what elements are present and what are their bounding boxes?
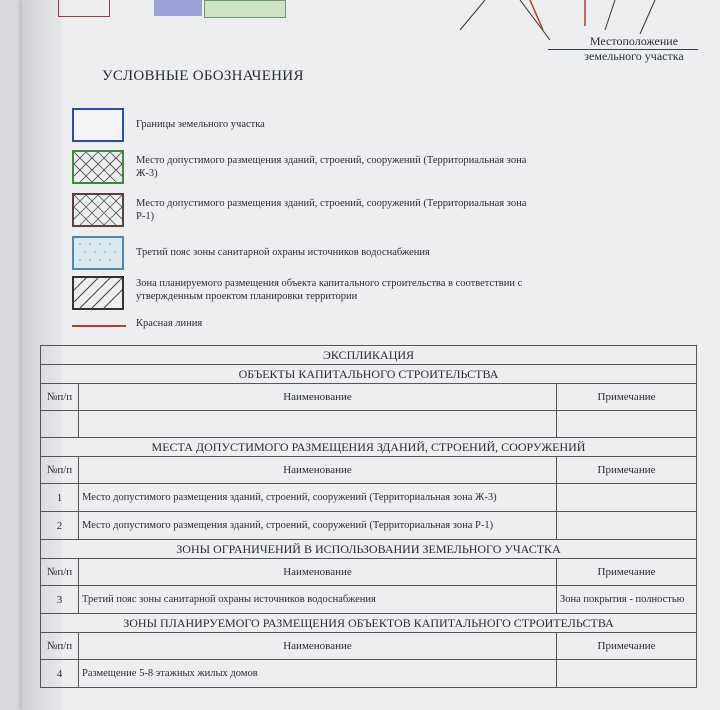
legend-text: Место допустимого размещения зданий, строений, сооружений (Территориальная зона Р-1) (136, 198, 527, 222)
row-num: 2 (41, 512, 79, 540)
section-title: ОБЪЕКТЫ КАПИТАЛЬНОГО СТРОИТЕЛЬСТВА (41, 365, 697, 384)
legend-text: Третий пояс зоны санитарной охраны источников водоснабжения (136, 247, 430, 258)
col-name-header: Наименование (79, 559, 557, 586)
col-name-header: Наименование (79, 633, 557, 660)
blue-dotted-swatch-icon (72, 236, 124, 270)
table-cell (79, 411, 557, 438)
table-row (41, 586, 697, 614)
brown-crosshatch-swatch-icon (72, 193, 124, 227)
map-fragment (58, 0, 298, 18)
row-note (557, 512, 697, 540)
col-note-header: Примечание (557, 457, 697, 484)
row-name: Размещение 5-8 этажных жилых домов (79, 660, 557, 688)
table-cell (557, 411, 697, 438)
col-note-header: Примечание (557, 384, 697, 411)
row-note: Зона покрытия - полностью (557, 586, 697, 614)
diagonal-hatch-swatch-icon (72, 276, 124, 310)
red-line-swatch-icon (72, 325, 126, 327)
map-block (154, 0, 202, 16)
table-cell (41, 411, 79, 438)
legend-text: Место допустимого размещения зданий, строений, сооружений (Территориальная зона Ж-3) (136, 155, 527, 179)
col-name-header: Наименование (79, 457, 557, 484)
row-note (557, 660, 697, 688)
map-block (204, 0, 286, 18)
map-block (58, 0, 110, 17)
col-num-header: №п/п (41, 633, 79, 660)
blue-outline-swatch-icon (72, 108, 124, 142)
table-row (41, 660, 697, 688)
row-name: Место допустимого размещения зданий, строений, сооружений (Территориальная зона Р-1) (79, 512, 557, 540)
location-label-line1: Местоположение (589, 34, 679, 48)
red-line-label: Красная линия (136, 318, 203, 329)
row-num: 3 (41, 586, 79, 614)
legend-text: Зона планируемого размещения объекта капитального строительства в соответствии с утвержденным проектом планировки территории (136, 278, 523, 302)
row-num: 4 (41, 660, 79, 688)
section-title: ЗОНЫ ПЛАНИРУЕМОГО РАЗМЕЩЕНИЯ ОБЪЕКТОВ КАПИТАЛЬНОГО СТРОИТЕЛЬСТВА (41, 614, 697, 633)
section-title: МЕСТА ДОПУСТИМОГО РАЗМЕЩЕНИЯ ЗДАНИЙ, СТРОЕНИЙ, СООРУЖЕНИЙ (41, 438, 697, 457)
row-name: Третий пояс зоны санитарной охраны источников водоснабжения (79, 586, 557, 614)
green-crosshatch-swatch-icon (72, 150, 124, 184)
col-num-header: №п/п (41, 559, 79, 586)
row-num: 1 (41, 484, 79, 512)
col-num-header: №п/п (41, 457, 79, 484)
col-note-header: Примечание (557, 633, 697, 660)
row-name: Место допустимого размещения зданий, строений, сооружений (Территориальная зона Ж-3) (79, 484, 557, 512)
legend-text: Границы земельного участка (136, 119, 265, 130)
col-note-header: Примечание (557, 559, 697, 586)
col-num-header: №п/п (41, 384, 79, 411)
row-note (557, 484, 697, 512)
table-title: ЭКСПЛИКАЦИЯ (41, 346, 697, 365)
table-row (41, 512, 697, 540)
section-title: ЗОНЫ ОГРАНИЧЕНИЙ В ИСПОЛЬЗОВАНИИ ЗЕМЕЛЬНОГО УЧАСТКА (41, 540, 697, 559)
col-name-header: Наименование (79, 384, 557, 411)
location-underline (548, 49, 698, 50)
location-label-line2: земельного участка (584, 49, 684, 63)
table-row (41, 484, 697, 512)
legend-title: УСЛОВНЫЕ ОБОЗНАЧЕНИЯ (102, 68, 304, 84)
explication-table (40, 345, 697, 688)
